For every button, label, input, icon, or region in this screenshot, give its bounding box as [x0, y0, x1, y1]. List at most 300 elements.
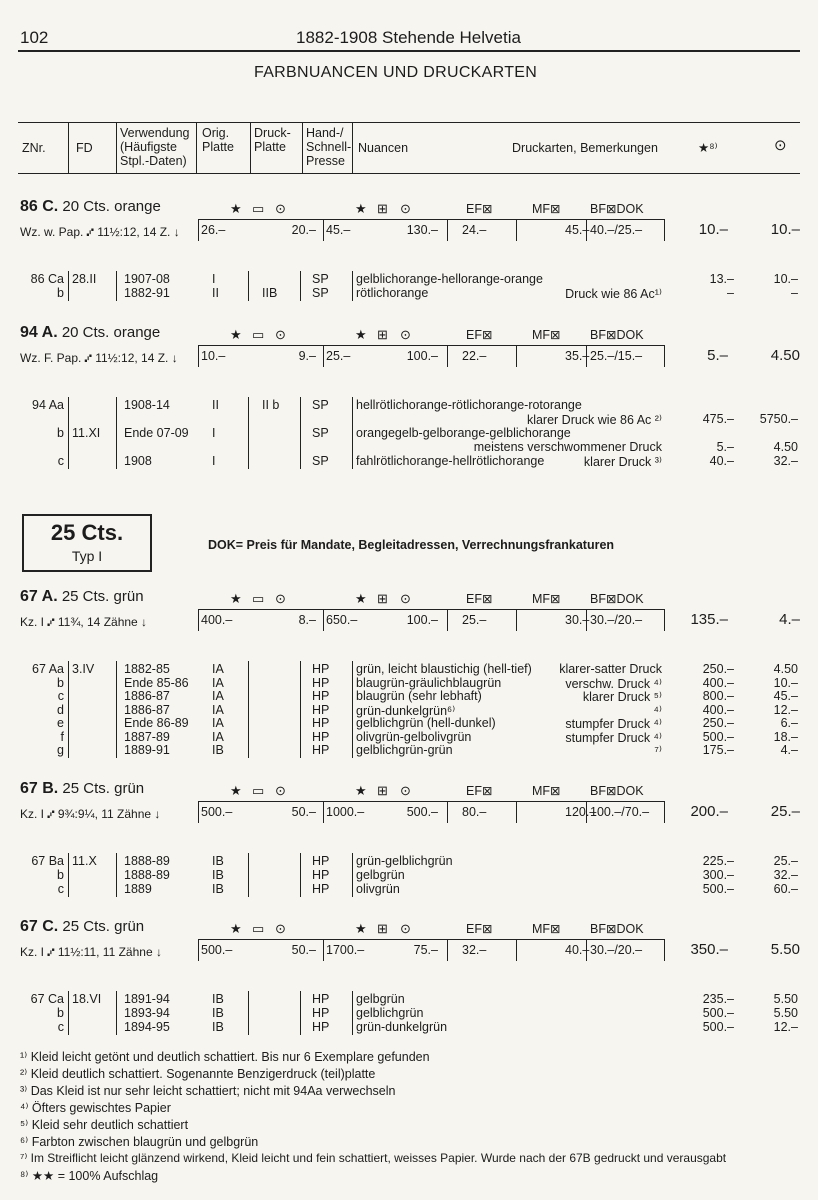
catalogue-number: 86 C. [20, 198, 59, 215]
row-orig-platte: IA [212, 702, 224, 717]
row-price-used: 25.– [773, 854, 798, 868]
condition-symbol: ⊙ [400, 591, 411, 606]
row-remark: klarer Druck ³⁾ [583, 455, 662, 469]
condition-symbol: ★ [230, 201, 242, 216]
row-znr: b [57, 286, 64, 300]
row-remark: verschw. Druck ⁴⁾ [565, 676, 662, 691]
mf-label: MF⊠ [532, 328, 561, 342]
condition-symbol: ⊞ [377, 201, 388, 216]
price-cell: 40.– [565, 943, 590, 957]
ef-label: EF⊠ [466, 784, 493, 798]
row-price-used: 60.– [773, 882, 798, 896]
condition-symbol: ⊙ [275, 591, 286, 606]
condition-symbol: ▭ [252, 921, 265, 936]
price-cell: 25.–/15.– [590, 349, 643, 363]
bar-divider [198, 939, 199, 961]
footnote: ²⁾ Kleid deutlich schattiert. Sogenannte Benzigerdruck (teil)platte [20, 1067, 376, 1081]
row-presse: SP [312, 426, 329, 440]
row-znr: 67 Aa [32, 662, 64, 676]
catalogue-number: 67 B. [20, 780, 59, 797]
bar-divider [323, 609, 324, 631]
row-znr: c [57, 1020, 64, 1034]
row-divider [248, 661, 249, 758]
condition-symbol: ★ [355, 921, 367, 936]
bar-top-rule [198, 345, 664, 346]
condition-symbol: ▭ [252, 327, 265, 342]
price-cell: 30.– [565, 613, 590, 627]
row-price-mint: 300.– [702, 868, 734, 882]
dok-note: DOK= Preis für Mandate, Begleitadressen, Verrechnungsfrankaturen [208, 538, 615, 552]
row-presse: SP [312, 398, 329, 412]
row-orig-platte: IB [212, 992, 224, 1006]
row-presse: HP [312, 1006, 330, 1020]
condition-symbol: ★ [355, 201, 367, 216]
row-nuance: fahlrötlichorange-hellrötlichorange [356, 454, 545, 468]
row-price-used: 4.– [780, 743, 798, 757]
value-box-type: Typ I [71, 548, 103, 564]
row-verwendung: 1886-87 [124, 702, 170, 717]
row-presse: HP [312, 729, 330, 744]
bar-divider [447, 219, 448, 241]
price-cell: 500.– [201, 943, 233, 957]
row-presse: HP [312, 868, 330, 882]
perforation-spec: Wz. w. Pap. ⑇ 11½:12, 14 Z. ↓ [20, 225, 180, 239]
price-cell: 30.–/20.– [590, 943, 643, 957]
row-divider [116, 661, 117, 758]
bar-divider [198, 801, 199, 823]
row-divider [248, 853, 249, 897]
price-cell: 9.– [298, 349, 316, 363]
row-nuance: blaugrün-gräulichblaugrün [356, 675, 502, 690]
row-nuance: olivgrün-gelbolivgrün [356, 729, 472, 744]
price-cell: 1000.– [326, 805, 365, 819]
price-main: 350.– [690, 941, 728, 958]
price-cell: 80.– [462, 805, 487, 819]
running-title: 1882-1908 Stehende Helvetia [296, 28, 521, 47]
price-used: 25.– [770, 803, 800, 820]
row-price-used: 32.– [773, 868, 798, 882]
condition-symbol: ⊞ [377, 783, 388, 798]
bar-divider [516, 801, 517, 823]
condition-symbol: ⊞ [377, 327, 388, 342]
row-price-used: 5.50 [773, 1006, 798, 1020]
row-price-used: 10.– [773, 272, 798, 286]
row-orig-platte: IB [212, 882, 224, 896]
condition-symbol: ▭ [252, 201, 265, 216]
row-orig-platte: IA [212, 689, 224, 703]
row-price-mint: 500.– [702, 729, 734, 744]
section-title: FARBNUANCEN UND DRUCKARTEN [254, 64, 538, 81]
row-price-used: 5.50 [773, 992, 798, 1006]
condition-symbol: ★ [230, 783, 242, 798]
row-orig-platte: IA [212, 675, 224, 690]
price-used: 5.50 [770, 941, 800, 958]
row-nuance: gelblichgrün-grün [356, 743, 453, 757]
row-verwendung: 1894-95 [124, 1020, 170, 1034]
row-znr: f [60, 729, 64, 744]
catalogue-number: 94 A. [20, 324, 58, 341]
row-price-mint: 400.– [702, 675, 734, 690]
row-orig-platte: II [212, 286, 219, 300]
row-nuance: gelblichgrün [356, 1006, 424, 1020]
price-cell: 22.– [462, 349, 487, 363]
footnote: ⁷⁾ Im Streiflicht leicht glänzend wirkend, Kleid leicht und fein schattiert, weisses Papier. Wurde nach der 67B gedruckt und verausgabt [20, 1151, 727, 1165]
condition-symbol: ⊙ [275, 327, 286, 342]
row-divider [68, 271, 69, 301]
row-verwendung: 1882-85 [124, 662, 170, 676]
row-orig-platte: IB [212, 1006, 224, 1020]
bar-divider [447, 609, 448, 631]
row-nuance: rötlichorange [356, 286, 429, 300]
bar-divider [198, 609, 199, 631]
row-znr: 86 Ca [30, 272, 64, 286]
condition-symbol: ⊙ [400, 783, 411, 798]
mf-label: MF⊠ [532, 592, 561, 606]
condition-symbol: ★ [230, 327, 242, 342]
condition-symbol: ▭ [252, 783, 265, 798]
perforation-spec: Kz. I ⑇ 9¾:9¼, 11 Zähne ↓ [20, 807, 161, 821]
row-presse: HP [312, 854, 330, 868]
stamp-description: 20 Cts. orange [57, 324, 161, 341]
row-divider [248, 397, 249, 469]
header-rule [18, 50, 800, 52]
row-orig-platte: I [212, 454, 216, 468]
row-price-mint: 175.– [702, 743, 734, 757]
price-used: 4.– [779, 611, 800, 628]
bar-divider [447, 801, 448, 823]
value-box-title: 25 Cts. [50, 520, 124, 545]
row-divider [300, 661, 301, 758]
mf-label: MF⊠ [532, 784, 561, 798]
row-price-mint: 225.– [702, 854, 734, 868]
row-verwendung: 1907-08 [124, 272, 170, 286]
price-cell: 120.– [565, 805, 597, 819]
row-price-mint: 500.– [702, 1020, 734, 1034]
bar-top-rule [198, 219, 664, 220]
row-presse: SP [312, 454, 329, 468]
row-price-mint: 400.– [702, 702, 734, 717]
price-used: 10.– [770, 221, 800, 238]
row-znr: c [57, 454, 64, 468]
price-cell: 130.– [406, 223, 438, 237]
row-remark: klarer-satter Druck [559, 662, 662, 676]
row-fd: 11.XI [72, 426, 101, 440]
row-verwendung: Ende 86-89 [124, 716, 189, 730]
row-remark: ⁷⁾ [654, 744, 662, 758]
row-divider [68, 991, 69, 1035]
row-presse: SP [312, 272, 329, 286]
bar-divider [198, 345, 199, 367]
bar-divider [323, 939, 324, 961]
row-price-mint: 235.– [702, 992, 734, 1006]
stamp-description: 25 Cts. grün [58, 780, 145, 797]
row-price-used: 12.– [773, 1020, 798, 1034]
row-price-used: 5750.– [759, 412, 798, 426]
condition-symbol: ⊞ [377, 921, 388, 936]
row-fd: 3.IV [72, 662, 95, 676]
price-cell: 26.– [201, 223, 226, 237]
row-znr: e [57, 716, 64, 730]
price-cell: 8.– [298, 613, 316, 627]
condition-symbol: ⊙ [400, 327, 411, 342]
condition-symbol: ⊙ [275, 201, 286, 216]
value-box-25cts [22, 514, 152, 572]
row-verwendung: 1908 [124, 454, 152, 468]
row-presse: HP [312, 882, 330, 896]
perforation-spec: Wz. F. Pap. ⑇ 11½:12, 14 Z. ↓ [20, 351, 178, 365]
section-heading [20, 324, 160, 342]
row-price-used: 12.– [773, 702, 798, 717]
stamp-description: 25 Cts. grün [58, 918, 145, 935]
footnote: ⁴⁾ Öfters gewischtes Papier [20, 1101, 171, 1115]
row-price-mint: 500.– [702, 882, 734, 896]
price-cell: 100.–/70.– [590, 805, 650, 819]
footnote: ⁸⁾ ★★ = 100% Aufschlag [20, 1169, 159, 1183]
row-divider [300, 271, 301, 301]
row-divider [116, 271, 117, 301]
row-divider [116, 853, 117, 897]
row-orig-platte: I [212, 426, 216, 440]
bf-label: BF⊠DOK [590, 328, 644, 342]
footnote: ⁶⁾ Farbton zwischen blaugrün und gelbgrün [20, 1135, 259, 1149]
row-price-used: 32.– [773, 454, 798, 468]
row-price-mint: 500.– [702, 1006, 734, 1020]
bar-top-rule [198, 609, 664, 610]
row-znr: 67 Ca [30, 992, 64, 1006]
footnote: ¹⁾ Kleid leicht getönt und deutlich schattiert. Bis nur 6 Exemplare gefunden [20, 1050, 430, 1064]
row-orig-platte: IA [212, 716, 224, 730]
row-orig-platte: I [212, 272, 216, 286]
bar-divider [516, 609, 517, 631]
row-verwendung: Ende 07-09 [124, 426, 189, 440]
row-price-used: 10.– [773, 675, 798, 690]
price-used: 4.50 [770, 347, 800, 364]
row-orig-platte: II [212, 398, 219, 412]
row-divider [68, 661, 69, 758]
row-nuance: hellrötlichorange-rötlichorange-rotorange [356, 398, 582, 412]
price-cell: 45.– [565, 223, 590, 237]
row-price-used: 4.50 [773, 662, 798, 676]
catalogue-number: 67 C. [20, 918, 59, 935]
price-cell: 1700.– [326, 943, 365, 957]
bar-divider [516, 219, 517, 241]
row-price-mint: 250.– [702, 716, 734, 730]
row-verwendung: 1882-91 [124, 286, 170, 300]
row-presse: HP [312, 662, 330, 676]
row-znr: b [57, 675, 64, 690]
row-divider [352, 853, 353, 897]
bar-top-rule [198, 801, 664, 802]
row-price-used: 6.– [780, 716, 798, 730]
price-main: 135.– [690, 611, 728, 628]
section-heading [20, 588, 144, 606]
row-nuance: gelblichorange-hellorange-orange [356, 272, 543, 286]
bar-divider [198, 219, 199, 241]
row-price-mint: 800.– [702, 689, 734, 703]
condition-symbol: ★ [230, 921, 242, 936]
stamp-description: 25 Cts. grün [57, 588, 144, 605]
price-cell: 25.– [326, 349, 351, 363]
price-cell: 50.– [291, 943, 316, 957]
row-divider [68, 397, 69, 469]
row-price-used: 4.50 [773, 440, 798, 454]
price-main: 10.– [698, 221, 728, 238]
row-znr: 94 Aa [32, 398, 64, 412]
row-divider [248, 271, 249, 301]
ef-label: EF⊠ [466, 202, 493, 216]
row-price-mint: 13.– [709, 272, 734, 286]
row-price-used: 18.– [773, 729, 798, 744]
bar-divider [447, 345, 448, 367]
row-divider [300, 991, 301, 1035]
row-remark: meistens verschwommener Druck [473, 440, 662, 454]
row-fd: 28.II [72, 272, 97, 286]
price-cell: 75.– [413, 943, 438, 957]
catalogue-number: 67 A. [20, 588, 58, 605]
row-orig-platte: IA [212, 662, 224, 676]
row-divider [68, 853, 69, 897]
price-cell: 500.– [201, 805, 233, 819]
price-cell: 25.– [462, 613, 487, 627]
row-divider [352, 271, 353, 301]
row-presse: HP [312, 1020, 330, 1034]
row-remark: ⁴⁾ [653, 703, 662, 718]
mf-label: MF⊠ [532, 922, 561, 936]
row-divider [352, 991, 353, 1035]
row-orig-platte: IB [212, 868, 224, 882]
row-verwendung: 1891-94 [124, 992, 170, 1006]
price-cell: 650.– [326, 613, 358, 627]
row-nuance: grün-gelblichgrün [356, 854, 453, 868]
bf-label: BF⊠DOK [590, 202, 644, 216]
section-heading [20, 198, 161, 216]
row-orig-platte: IB [212, 854, 224, 868]
price-cell: 30.–/20.– [590, 613, 643, 627]
row-nuance: orangegelb-gelborange-gelblichorange [356, 426, 571, 440]
page-number: 102 [20, 28, 49, 47]
section-heading [20, 918, 144, 936]
row-price-used: 45.– [773, 689, 798, 703]
row-price-used: – [791, 286, 798, 300]
row-divider [248, 991, 249, 1035]
row-verwendung: 1888-89 [124, 854, 170, 868]
price-cell: 10.– [201, 349, 226, 363]
row-fd: 11.X [72, 854, 97, 868]
row-price-mint: 5.– [716, 440, 734, 454]
row-druck-platte: IIB [262, 286, 278, 300]
condition-symbol: ★ [230, 591, 242, 606]
row-remark: stumpfer Druck ⁴⁾ [565, 730, 662, 745]
row-orig-platte: IA [212, 729, 224, 744]
perforation-spec: Kz. I ⑇ 11½:11, 11 Zähne ↓ [20, 945, 162, 959]
row-znr: d [57, 702, 64, 717]
row-divider [300, 397, 301, 469]
footnote: ⁵⁾ Kleid sehr deutlich schattiert [20, 1118, 189, 1132]
row-divider [116, 991, 117, 1035]
condition-symbol: ★ [355, 783, 367, 798]
row-nuance: grün-dunkelgrün⁶⁾ [356, 703, 456, 718]
row-nuance: grün-dunkelgrün [356, 1020, 448, 1034]
price-cell: 50.– [291, 805, 316, 819]
price-cell: 400.– [201, 613, 233, 627]
condition-symbol: ▭ [252, 591, 265, 606]
row-presse: HP [312, 702, 330, 717]
row-presse: SP [312, 286, 329, 300]
bar-divider [516, 345, 517, 367]
row-verwendung: 1889 [124, 882, 152, 896]
row-price-mint: 40.– [709, 454, 734, 468]
row-presse: HP [312, 689, 330, 703]
row-verwendung: 1887-89 [124, 729, 170, 744]
price-cell: 24.– [462, 223, 487, 237]
row-znr: 67 Ba [31, 854, 64, 868]
row-verwendung: 1889-91 [124, 743, 170, 757]
price-cell: 35.– [565, 349, 590, 363]
row-fd: 18.VI [72, 992, 102, 1006]
condition-symbol: ★ [355, 327, 367, 342]
ef-label: EF⊠ [466, 922, 493, 936]
row-presse: HP [312, 743, 330, 757]
ef-label: EF⊠ [466, 328, 493, 342]
row-znr: b [57, 1006, 64, 1020]
price-cell: 100.– [406, 613, 438, 627]
row-nuance: gelbgrün [356, 992, 405, 1006]
condition-symbol: ⊞ [377, 591, 388, 606]
row-divider [352, 397, 353, 469]
row-verwendung: 1893-94 [124, 1006, 170, 1020]
row-znr: c [57, 689, 64, 703]
row-price-mint: 250.– [702, 662, 734, 676]
row-presse: HP [312, 992, 330, 1006]
row-nuance: gelblichgrün (hell-dunkel) [356, 716, 496, 730]
footnote: ³⁾ Das Kleid ist nur sehr leicht schattiert; nicht mit 94Aa verwechseln [20, 1084, 396, 1098]
row-divider [116, 397, 117, 469]
row-remark: Druck wie 86 Ac¹⁾ [565, 287, 662, 301]
section-heading [20, 780, 144, 798]
bar-top-rule [198, 939, 664, 940]
bar-divider [323, 219, 324, 241]
condition-symbol: ⊙ [400, 201, 411, 216]
condition-symbol: ⊙ [400, 921, 411, 936]
price-main: 200.– [690, 803, 728, 820]
price-cell: 500.– [406, 805, 438, 819]
row-verwendung: 1908-14 [124, 398, 170, 412]
row-orig-platte: IB [212, 743, 224, 757]
mf-label: MF⊠ [532, 202, 561, 216]
row-znr: g [57, 743, 64, 757]
bar-divider [323, 801, 324, 823]
price-cell: 20.– [291, 223, 316, 237]
price-cell: 40.–/25.– [590, 223, 643, 237]
row-znr: c [57, 882, 64, 896]
row-druck-platte: II b [262, 398, 280, 412]
price-main: 5.– [707, 347, 728, 364]
row-verwendung: 1888-89 [124, 868, 170, 882]
price-cell: 100.– [406, 349, 438, 363]
row-nuance: gelbgrün [356, 868, 405, 882]
row-price-mint: 475.– [702, 412, 734, 426]
row-remark: klarer Druck wie 86 Ac ²⁾ [526, 413, 662, 427]
bf-label: BF⊠DOK [590, 922, 644, 936]
row-nuance: blaugrün (sehr lebhaft) [356, 689, 482, 703]
row-verwendung: 1886-87 [124, 689, 170, 703]
ef-label: EF⊠ [466, 592, 493, 606]
row-remark: stumpfer Druck ⁴⁾ [565, 717, 662, 731]
condition-symbol: ⊙ [275, 921, 286, 936]
row-divider [352, 661, 353, 758]
stamp-description: 20 Cts. orange [58, 198, 161, 215]
perforation-spec: Kz. I ⑇ 11¾, 14 Zähne ↓ [20, 615, 148, 629]
